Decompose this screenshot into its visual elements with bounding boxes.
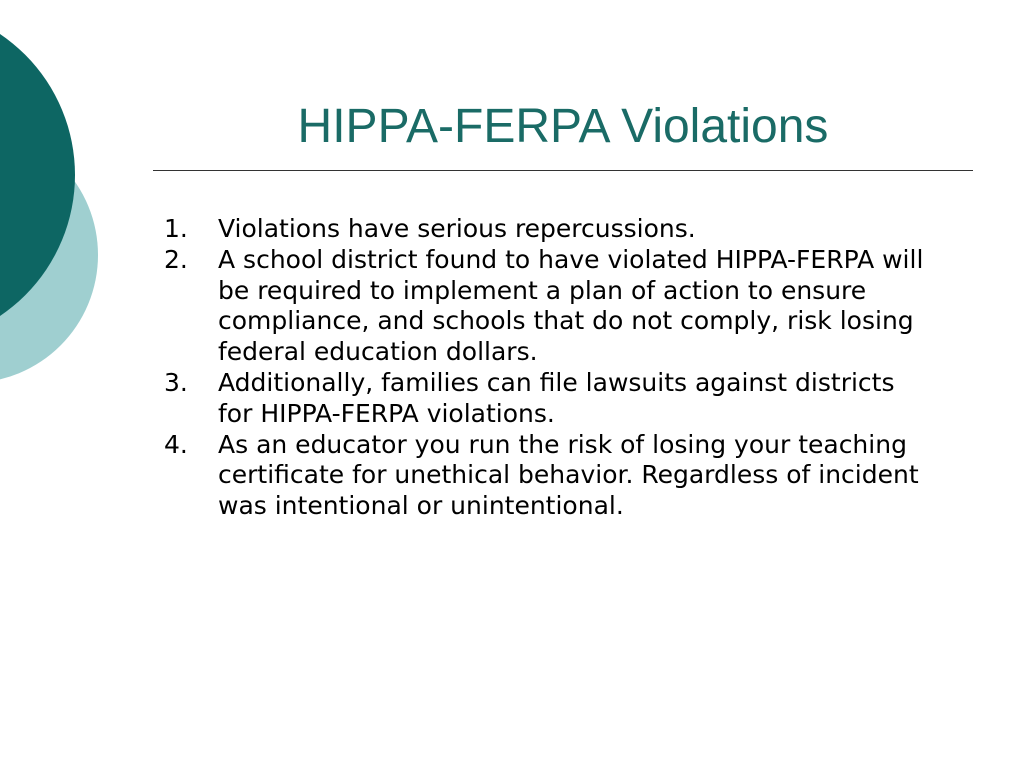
list-item-number: 3. [164,367,188,397]
list-item-text: Additionally, families can file lawsuits against districts for HIPPA-FERPA violations. [218,367,895,428]
list-item-text: A school district found to have violated HIPPA-FERPA will be required to implement a plan of action to ensure compliance, and schools that do not comply, risk losing federal education dollars. [218,244,924,367]
slide-title: HIPPA-FERPA Violations [297,100,829,153]
violation-list [164,214,924,522]
decorative-circles [0,0,110,420]
list-item [164,430,924,522]
list-item-number: 4. [164,429,188,459]
title-divider [153,170,973,171]
list-item [164,245,924,368]
list-item-number: 1. [164,214,188,243]
list-item-text: As an educator you run the risk of losing your teaching certificate for unethical behavior. Regardless of incident was intentional or unintentional. [218,429,919,521]
list-item-number: 2. [164,244,188,274]
list-item [164,368,924,430]
list-item-text: Violations have serious repercussions. [218,214,696,243]
list-item [164,214,924,245]
